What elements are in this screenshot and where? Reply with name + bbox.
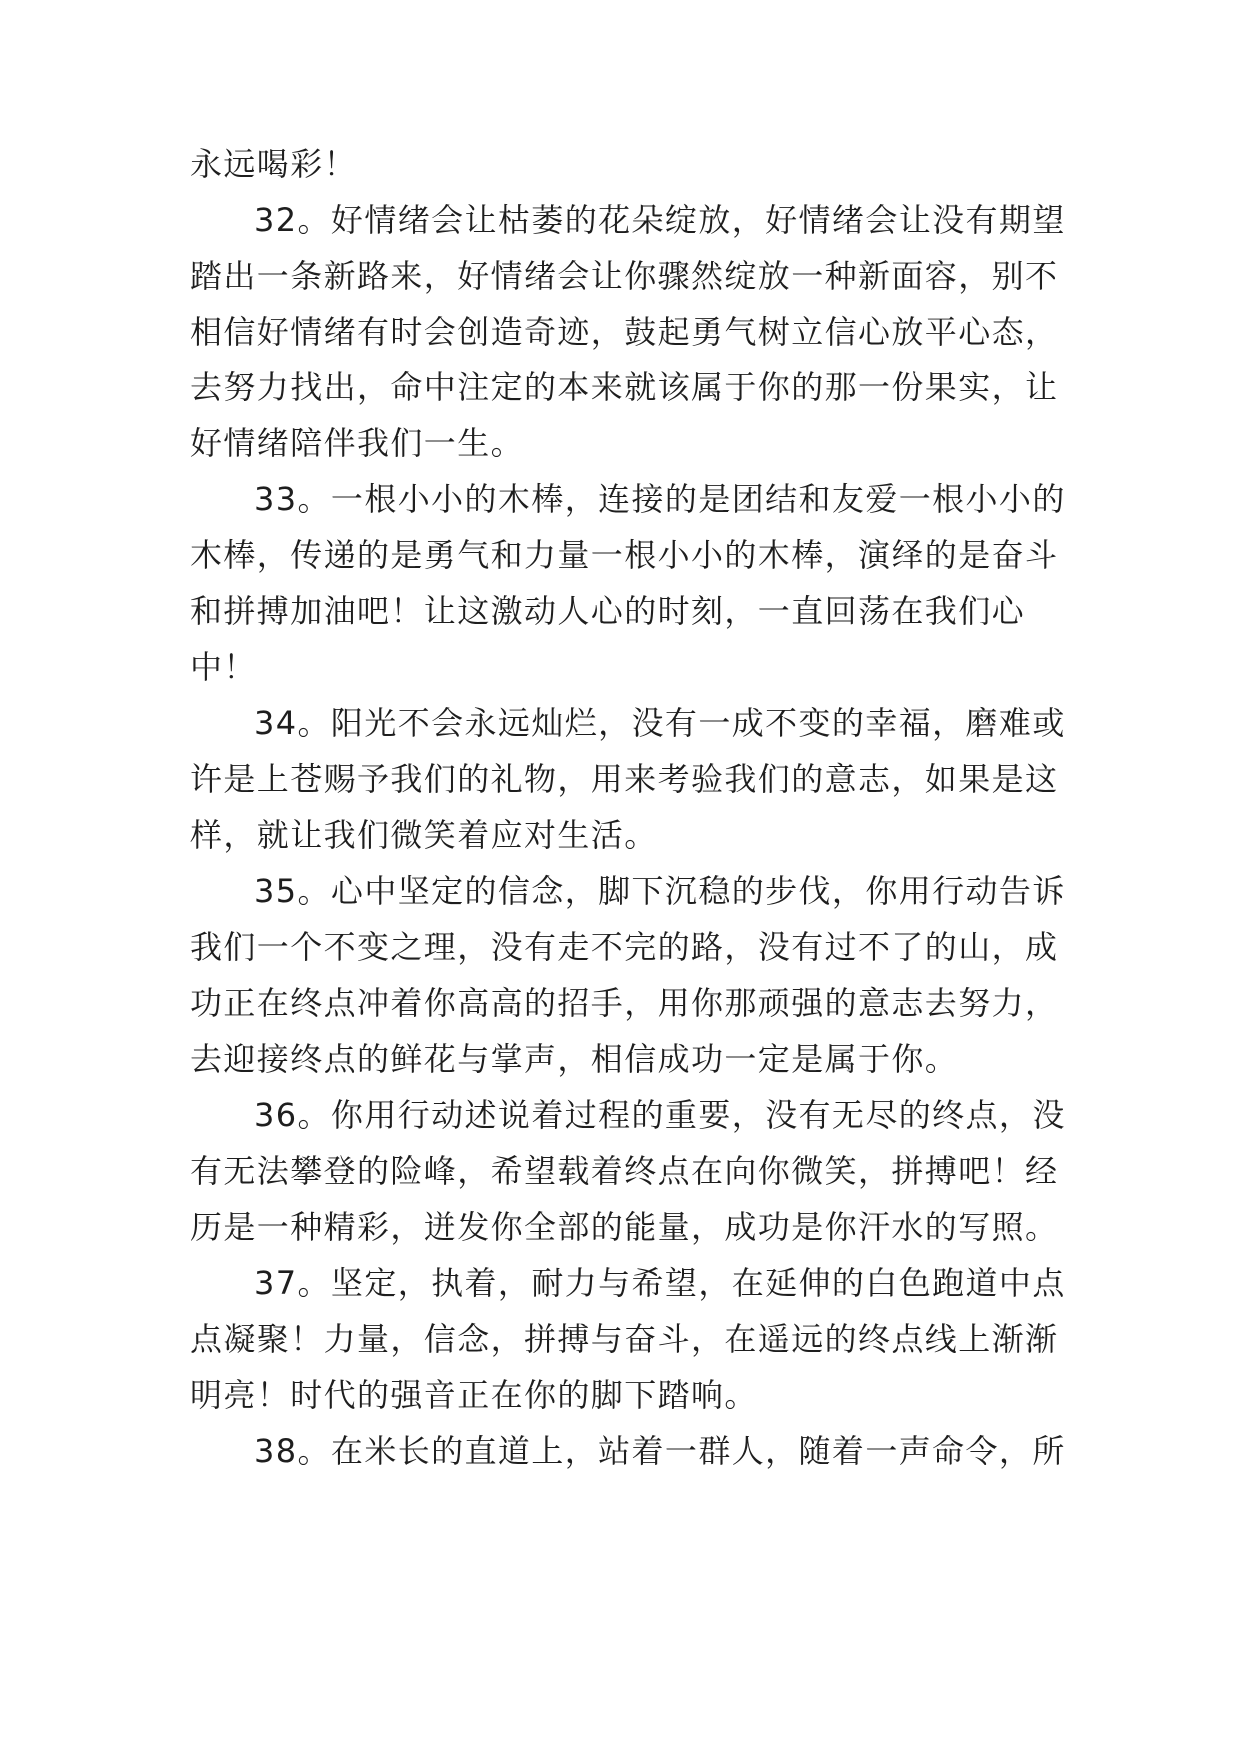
text-line: 历是一种精彩，迸发你全部的能量，成功是你汗水的写照。	[190, 1208, 1059, 1246]
text-line: 样，就让我们微笑着应对生活。	[190, 816, 658, 854]
text-line: 中！	[190, 648, 257, 686]
text-line: 许是上苍赐予我们的礼物，用来考验我们的意志，如果是这	[190, 760, 1059, 798]
text-line: 我们一个不变之理，没有走不完的路，没有过不了的山，成	[190, 928, 1059, 966]
paragraph-35-line: 35。心中坚定的信念，脚下沉稳的步伐，你用行动告诉	[254, 872, 1066, 910]
text-line: 去迎接终点的鲜花与掌声，相信成功一定是属于你。	[190, 1040, 959, 1078]
paragraph-33-line: 33。一根小小的木棒，连接的是团结和友爱一根小小的	[254, 480, 1066, 518]
text-line: 有无法攀登的险峰，希望载着终点在向你微笑，拼搏吧！经	[190, 1152, 1059, 1190]
text-line: 永远喝彩！	[190, 145, 358, 183]
text-line: 功正在终点冲着你高高的招手，用你那顽强的意志去努力，	[190, 984, 1059, 1022]
text-line: 木棒，传递的是勇气和力量一根小小的木棒，演绎的是奋斗	[190, 536, 1059, 574]
paragraph-34-line: 34。阳光不会永远灿烂，没有一成不变的幸福，磨难或	[254, 704, 1066, 742]
paragraph-38-line: 38。在米长的直道上，站着一群人，随着一声命令，所	[254, 1432, 1066, 1470]
text-line: 和拼搏加油吧！让这激动人心的时刻，一直回荡在我们心	[190, 592, 1026, 630]
text-line: 踏出一条新路来，好情绪会让你骤然绽放一种新面容，别不	[190, 257, 1059, 295]
paragraph-36-line: 36。你用行动述说着过程的重要，没有无尽的终点，没	[254, 1096, 1066, 1134]
text-line: 明亮！时代的强音正在你的脚下踏响。	[190, 1376, 758, 1414]
text-line: 好情绪陪伴我们一生。	[190, 424, 525, 462]
paragraph-37-line: 37。坚定，执着，耐力与希望，在延伸的白色跑道中点	[254, 1264, 1066, 1302]
text-line: 去努力找出，命中注定的本来就该属于你的那一份果实，让	[190, 368, 1059, 406]
text-line: 相信好情绪有时会创造奇迹，鼓起勇气树立信心放平心态，	[190, 313, 1059, 351]
text-line: 点凝聚！力量，信念，拼搏与奋斗，在遥远的终点线上渐渐	[190, 1320, 1059, 1358]
paragraph-32-line: 32。好情绪会让枯萎的花朵绽放，好情绪会让没有期望	[254, 201, 1066, 239]
